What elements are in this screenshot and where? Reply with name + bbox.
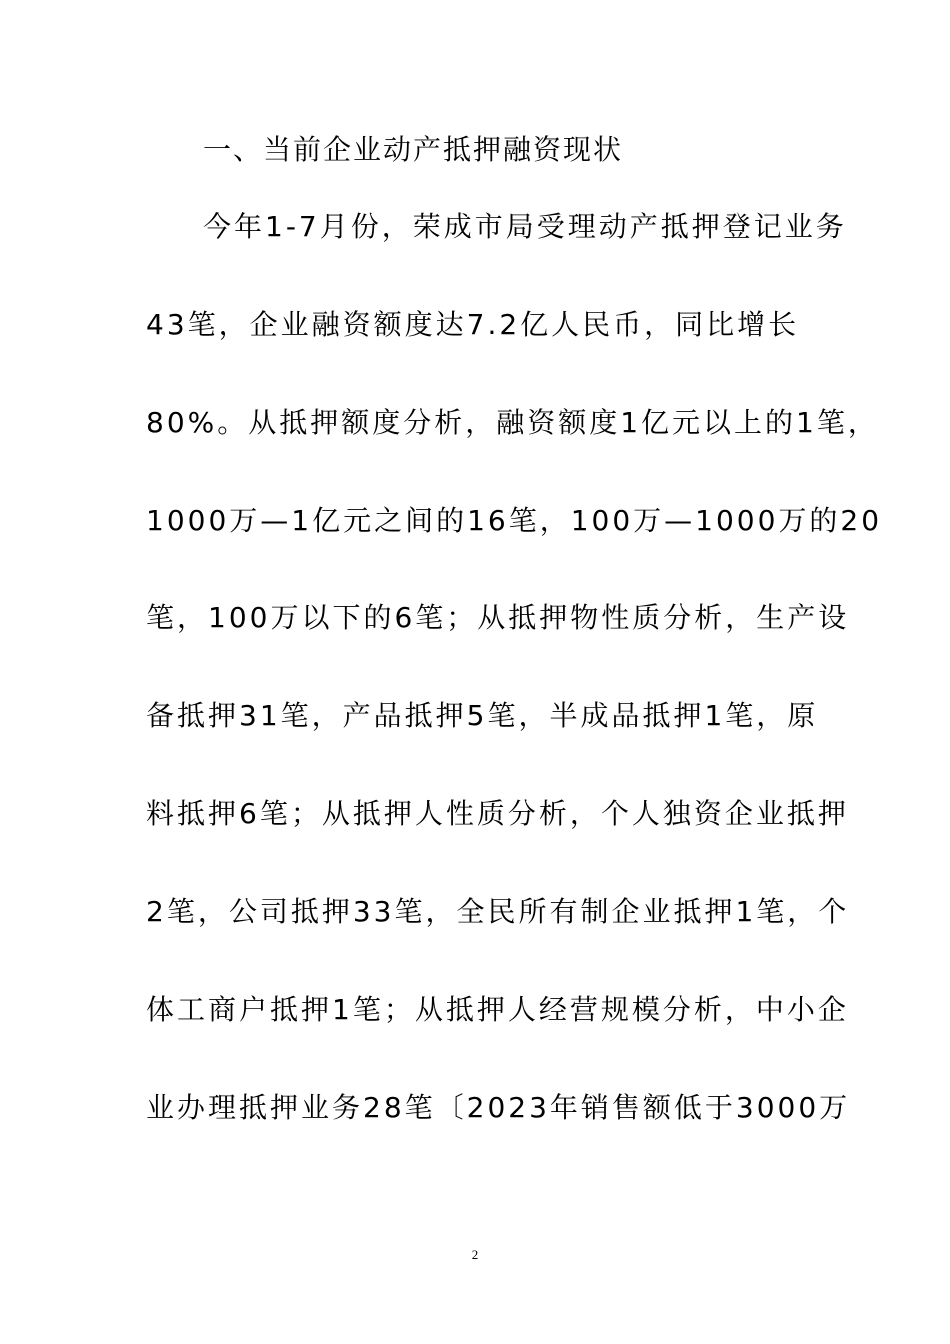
- paragraph-line-1: 今年1-7月份，荣成市局受理动产抵押登记业务: [203, 210, 847, 243]
- section-heading: 一、当前企业动产抵押融资现状: [203, 133, 624, 166]
- paragraph-line-5: 笔，100万以下的6笔；从抵押物性质分析，生产设: [146, 601, 850, 634]
- paragraph-line-9: 体工商户抵押1笔；从抵押人经营规模分析，中小企: [146, 993, 849, 1026]
- paragraph-line-3: 80%。从抵押额度分析，融资额度1亿元以上的1笔，: [146, 406, 879, 439]
- paragraph-line-7: 料抵押6笔；从抵押人性质分析，个人独资企业抵押: [146, 797, 849, 830]
- paragraph-line-4: 1000万—1亿元之间的16笔，100万—1000万的20: [146, 504, 883, 537]
- page-number: 2: [471, 1247, 479, 1262]
- paragraph-line-10: 业办理抵押业务28笔〔2023年销售额低于3000万: [146, 1091, 851, 1124]
- paragraph-line-6: 备抵押31笔，产品抵押5笔，半成品抵押1笔，原: [146, 699, 819, 732]
- paragraph-line-2: 43笔，企业融资额度达7.2亿人民币，同比增长: [146, 308, 800, 341]
- paragraph-line-8: 2笔，公司抵押33笔，全民所有制企业抵押1笔，个: [146, 895, 850, 928]
